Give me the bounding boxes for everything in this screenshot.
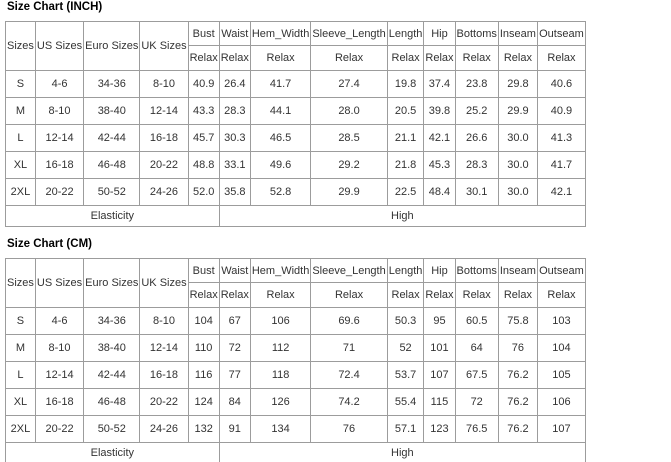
value-cell: 104 [188,308,219,335]
value-cell: 46-48 [84,389,140,416]
size-row-xl [6,152,586,179]
value-cell: 50-52 [84,416,140,443]
value-cell: 12-14 [35,125,83,152]
header-inseam: Inseam [498,259,537,283]
value-cell: 76.2 [498,362,537,389]
value-cell: 60.5 [455,308,498,335]
header-sleeve-length: Sleeve_Length [311,259,387,283]
value-cell: 112 [250,335,310,362]
header-bust: Bust [188,22,219,46]
value-cell: 4-6 [35,308,83,335]
header-bottoms: Bottoms [455,259,498,283]
value-cell: 77 [219,362,250,389]
value-cell: 12-14 [140,335,188,362]
value-cell: 41.7 [250,71,310,98]
header-us-sizes: US Sizes [35,259,83,308]
value-cell: 27.4 [311,71,387,98]
value-cell: 16-18 [140,362,188,389]
value-cell: 46-48 [84,152,140,179]
value-cell: 48.4 [424,179,455,206]
value-cell: 37.4 [424,71,455,98]
value-cell: 103 [537,308,585,335]
value-cell: 52.8 [250,179,310,206]
value-cell: 24-26 [140,179,188,206]
value-cell: 16-18 [35,389,83,416]
value-cell: 105 [537,362,585,389]
value-cell: 50-52 [84,179,140,206]
size-row-s [6,71,586,98]
value-cell: 46.5 [250,125,310,152]
value-cell: 42.1 [424,125,455,152]
value-cell: 75.8 [498,308,537,335]
value-cell: 30.1 [455,179,498,206]
size-label-cell: M [6,335,36,362]
fit-header-outseam: Relax [537,283,585,308]
value-cell: 42-44 [84,362,140,389]
value-cell: 23.8 [455,71,498,98]
header-waist: Waist [219,259,250,283]
value-cell: 123 [424,416,455,443]
value-cell: 22.5 [387,179,424,206]
value-cell: 8-10 [35,335,83,362]
value-cell: 16-18 [140,125,188,152]
size-row-2xl [6,416,586,443]
value-cell: 69.6 [311,308,387,335]
value-cell: 8-10 [140,308,188,335]
fit-header-hem-width: Relax [250,46,310,71]
value-cell: 40.9 [537,98,585,125]
size-label-cell: S [6,308,36,335]
value-cell: 132 [188,416,219,443]
fit-header-sleeve-length: Relax [311,283,387,308]
value-cell: 29.8 [498,71,537,98]
value-cell: 49.6 [250,152,310,179]
header-length: Length [387,259,424,283]
elasticity-value-cell: High [219,206,585,227]
header-sizes: Sizes [6,259,36,308]
value-cell: 42.1 [537,179,585,206]
value-cell: 91 [219,416,250,443]
value-cell: 72 [455,389,498,416]
size-label-cell: XL [6,152,36,179]
value-cell: 50.3 [387,308,424,335]
size-row-m [6,335,586,362]
value-cell: 67 [219,308,250,335]
value-cell: 12-14 [35,362,83,389]
size-chart-inch-table [5,21,586,227]
value-cell: 76 [498,335,537,362]
value-cell: 21.8 [387,152,424,179]
value-cell: 64 [455,335,498,362]
value-cell: 30.0 [498,125,537,152]
size-label-cell: 2XL [6,416,36,443]
value-cell: 4-6 [35,71,83,98]
value-cell: 76 [311,416,387,443]
fit-header-inseam: Relax [498,46,537,71]
size-label-cell: S [6,71,36,98]
value-cell: 116 [188,362,219,389]
header-inseam: Inseam [498,22,537,46]
value-cell: 107 [537,416,585,443]
value-cell: 72 [219,335,250,362]
fit-header-waist: Relax [219,46,250,71]
value-cell: 34-36 [84,71,140,98]
value-cell: 20-22 [35,416,83,443]
value-cell: 28.0 [311,98,387,125]
value-cell: 29.2 [311,152,387,179]
elasticity-row [6,206,586,227]
value-cell: 106 [537,389,585,416]
value-cell: 34-36 [84,308,140,335]
size-label-cell: L [6,125,36,152]
header-sizes: Sizes [6,22,36,71]
value-cell: 55.4 [387,389,424,416]
value-cell: 38-40 [84,335,140,362]
value-cell: 107 [424,362,455,389]
size-row-l [6,125,586,152]
size-row-l [6,362,586,389]
header-bottoms: Bottoms [455,22,498,46]
fit-header-inseam: Relax [498,283,537,308]
fit-header-bottoms: Relax [455,283,498,308]
value-cell: 110 [188,335,219,362]
value-cell: 84 [219,389,250,416]
size-label-cell: XL [6,389,36,416]
elasticity-value-cell: High [219,443,585,462]
value-cell: 30.3 [219,125,250,152]
header-hem-width: Hem_Width [250,22,310,46]
value-cell: 28.3 [455,152,498,179]
value-cell: 41.3 [537,125,585,152]
header-hip: Hip [424,259,455,283]
value-cell: 20-22 [140,389,188,416]
value-cell: 29.9 [311,179,387,206]
value-cell: 41.7 [537,152,585,179]
header-euro-sizes: Euro Sizes [84,22,140,71]
fit-header-bottoms: Relax [455,46,498,71]
value-cell: 26.6 [455,125,498,152]
size-row-2xl [6,179,586,206]
value-cell: 76.2 [498,389,537,416]
fit-header-waist: Relax [219,283,250,308]
value-cell: 43.3 [188,98,219,125]
fit-header-outseam: Relax [537,46,585,71]
header-outseam: Outseam [537,22,585,46]
header-length: Length [387,22,424,46]
elasticity-label-cell: Elasticity [6,443,220,462]
value-cell: 20-22 [35,179,83,206]
value-cell: 28.5 [311,125,387,152]
fit-header-sleeve-length: Relax [311,46,387,71]
header-uk-sizes: UK Sizes [140,22,188,71]
value-cell: 52 [387,335,424,362]
fit-header-hip: Relax [424,283,455,308]
value-cell: 20-22 [140,152,188,179]
size-row-m [6,98,586,125]
value-cell: 57.1 [387,416,424,443]
value-cell: 24-26 [140,416,188,443]
value-cell: 26.4 [219,71,250,98]
value-cell: 76.2 [498,416,537,443]
header-euro-sizes: Euro Sizes [84,259,140,308]
value-cell: 53.7 [387,362,424,389]
value-cell: 71 [311,335,387,362]
value-cell: 30.0 [498,179,537,206]
fit-header-hem-width: Relax [250,283,310,308]
header-uk-sizes: UK Sizes [140,259,188,308]
value-cell: 52.0 [188,179,219,206]
value-cell: 8-10 [35,98,83,125]
size-label-cell: L [6,362,36,389]
value-cell: 45.7 [188,125,219,152]
value-cell: 20.5 [387,98,424,125]
value-cell: 104 [537,335,585,362]
fit-header-hip: Relax [424,46,455,71]
header-hip: Hip [424,22,455,46]
value-cell: 106 [250,308,310,335]
value-cell: 134 [250,416,310,443]
fit-header-length: Relax [387,283,424,308]
value-cell: 76.5 [455,416,498,443]
header-bust: Bust [188,259,219,283]
value-cell: 101 [424,335,455,362]
value-cell: 19.8 [387,71,424,98]
value-cell: 115 [424,389,455,416]
fit-header-length: Relax [387,46,424,71]
value-cell: 124 [188,389,219,416]
header-hem-width: Hem_Width [250,259,310,283]
size-label-cell: M [6,98,36,125]
value-cell: 21.1 [387,125,424,152]
size-chart-cm-table [5,258,586,462]
fit-header-bust: Relax [188,46,219,71]
value-cell: 44.1 [250,98,310,125]
fit-header-bust: Relax [188,283,219,308]
value-cell: 95 [424,308,455,335]
value-cell: 40.9 [188,71,219,98]
value-cell: 28.3 [219,98,250,125]
value-cell: 35.8 [219,179,250,206]
size-label-cell: 2XL [6,179,36,206]
elasticity-row [6,443,586,462]
value-cell: 29.9 [498,98,537,125]
value-cell: 33.1 [219,152,250,179]
header-us-sizes: US Sizes [35,22,83,71]
value-cell: 16-18 [35,152,83,179]
value-cell: 126 [250,389,310,416]
value-cell: 39.8 [424,98,455,125]
value-cell: 8-10 [140,71,188,98]
header-waist: Waist [219,22,250,46]
value-cell: 25.2 [455,98,498,125]
value-cell: 42-44 [84,125,140,152]
size-row-s [6,308,586,335]
value-cell: 45.3 [424,152,455,179]
header-outseam: Outseam [537,259,585,283]
value-cell: 48.8 [188,152,219,179]
elasticity-label-cell: Elasticity [6,206,220,227]
value-cell: 38-40 [84,98,140,125]
header-sleeve-length: Sleeve_Length [311,22,387,46]
inch-chart-title: Size Chart (INCH) [7,1,103,13]
value-cell: 74.2 [311,389,387,416]
value-cell: 72.4 [311,362,387,389]
value-cell: 67.5 [455,362,498,389]
value-cell: 40.6 [537,71,585,98]
size-row-xl [6,389,586,416]
value-cell: 12-14 [140,98,188,125]
value-cell: 118 [250,362,310,389]
value-cell: 30.0 [498,152,537,179]
cm-chart-title: Size Chart (CM) [7,238,92,250]
